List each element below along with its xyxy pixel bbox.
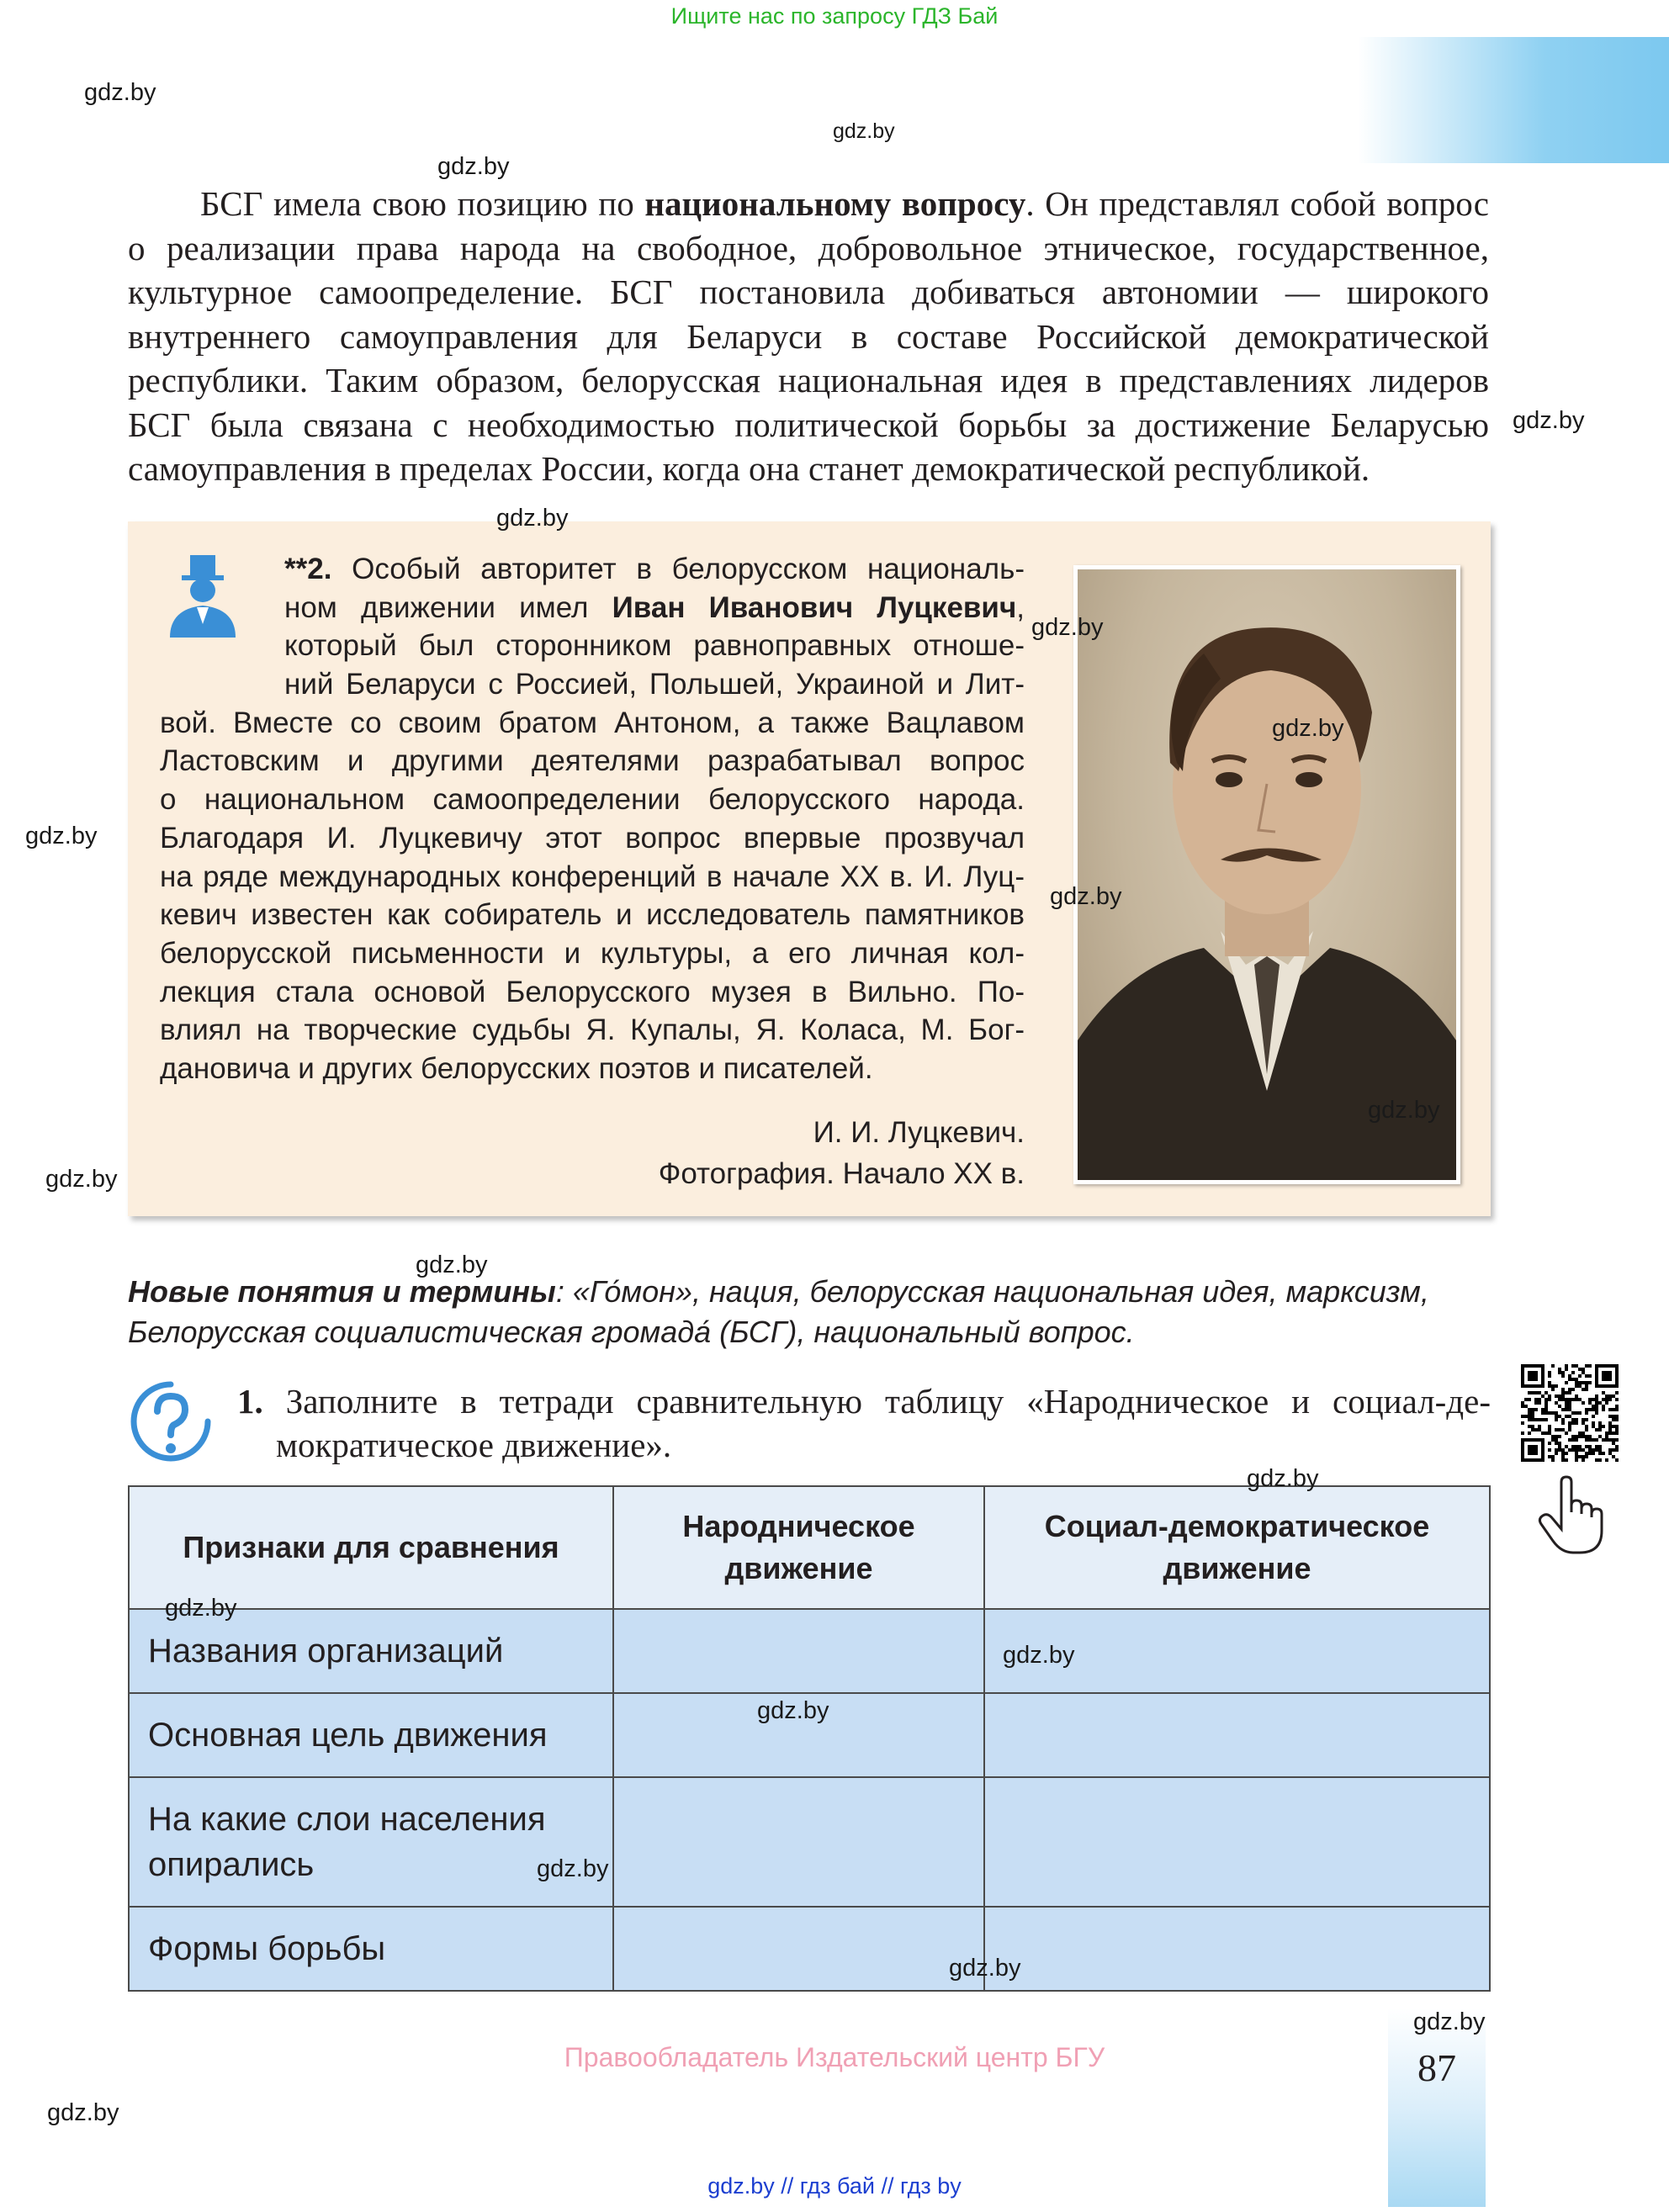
comparison-table	[128, 1485, 1491, 1992]
paragraph-line: культурное самоопределение. БСГ постановила добиваться автономии — широкого	[128, 273, 1489, 311]
watermark: gdz.by	[1513, 407, 1585, 434]
bottom-links[interactable]: gdz.by // гдз бай // гдз by	[707, 2173, 962, 2199]
biography-line: ний Беларуси с Россией, Польшей, Украиной и Лит-	[284, 668, 1025, 701]
paragraph-line: внутреннего самоуправления для Беларуси в составе Российской демократической	[128, 316, 1489, 356]
page-number: 87	[1417, 2046, 1456, 2089]
biography-line: на ряде международных конференций в начале XX в. И. Луц-	[160, 860, 1025, 893]
table-cell	[984, 1693, 1490, 1777]
table-row	[129, 1777, 1490, 1907]
question-icon	[128, 1379, 214, 1465]
table-header: Признаки для сравнения	[129, 1486, 613, 1609]
biography-line: вой. Вместе со своим братом Антоном, а также Вацлавом	[160, 706, 1025, 739]
table-cell	[984, 1907, 1490, 1991]
table-row	[129, 1609, 1490, 1693]
biography-line: **2. Особый авторитет в белорусском националь-	[284, 553, 1025, 585]
biography-line: ном движении имел Иван Иванович Луцкевич,	[284, 590, 1025, 624]
pointing-hand-icon	[1536, 1475, 1608, 1556]
watermark: gdz.by	[437, 153, 510, 180]
watermark: gdz.by	[537, 1855, 609, 1882]
terms-line: Новые понятия и термины: «Го́мон», нация, белорусская национальная идея, марксизм,	[128, 1274, 1429, 1309]
watermark: gdz.by	[1003, 1642, 1075, 1669]
watermark: gdz.by	[1368, 1097, 1440, 1124]
copyright-footer: Правообладатель Издательский центр БГУ	[564, 2042, 1105, 2072]
watermark: gdz.by	[47, 2099, 119, 2126]
paragraph-line: БСГ была связана с необходимостью политической борьбы за достижение Беларусью	[128, 405, 1489, 444]
biography-line: белорусской письменности и культуры, а его личная кол-	[160, 936, 1025, 970]
biography-line: о национальном самоопределении белорусского народа.	[160, 783, 1025, 817]
biography-line: лекция стала основой Белорусского музея в Вильно. По-	[160, 975, 1025, 1008]
question-line: мократическое движение».	[276, 1426, 672, 1464]
biography-line: кевич известен как собиратель и исследователь памятников	[160, 898, 1025, 932]
photo-caption	[505, 1112, 1025, 1194]
table-row-label: На какие слои населения опирались	[129, 1777, 613, 1907]
paragraph-line: республики. Таким образом, белорусская национальная идея в представлениях лидеров	[128, 361, 1489, 400]
question-number: 1.	[237, 1382, 263, 1421]
biography-line: дановича и других белорусских поэтов и писателей.	[160, 1051, 873, 1085]
table-header-row	[129, 1486, 1490, 1609]
table-header: Народническое движение	[613, 1486, 984, 1609]
biography-line: который был сторонником равноправных отноше-	[284, 629, 1025, 663]
watermark: gdz.by	[84, 79, 156, 106]
biography-line: влиял на творческие судьбы Я. Купалы, Я. Коласа, М. Бог-	[160, 1013, 1025, 1047]
main-paragraph	[128, 182, 1489, 491]
watermark: gdz.by	[45, 1166, 118, 1193]
table-header: Социал-демократическое движение	[984, 1486, 1490, 1609]
watermark: gdz.by	[416, 1252, 488, 1278]
watermark: gdz.by	[1272, 715, 1344, 742]
top-banner: Ищите нас по запросу ГДЗ Бай	[670, 3, 999, 29]
caption-description: Фотография. Начало XX в.	[658, 1157, 1025, 1190]
biography-line: Благодаря И. Луцкевичу этот вопрос впервые прозвучал	[160, 821, 1025, 855]
watermark: gdz.by	[1413, 2008, 1486, 2035]
section-marker: **2.	[284, 553, 332, 585]
table-row-label: Основная цель движения	[129, 1693, 613, 1777]
table-row	[129, 1907, 1490, 1991]
new-terms	[128, 1272, 1489, 1352]
question-line: 1. Заполните в тетради сравнительную таблицу «Народническое и социал-де-	[237, 1382, 1492, 1421]
watermark: gdz.by	[25, 823, 98, 849]
paragraph-line: о реализации права народа на свободное, добровольное этническое, государственное,	[128, 228, 1489, 267]
table-row-label: Формы борьбы	[129, 1907, 613, 1991]
watermark: gdz.by	[496, 505, 569, 532]
portrait-illustration	[1078, 569, 1456, 1180]
paragraph-line: БСГ имела свою позицию по национальному вопросу. Он представлял собой вопрос	[200, 184, 1489, 223]
corner-gradient-decoration	[1358, 37, 1669, 163]
watermark: gdz.by	[757, 1697, 829, 1724]
watermark: gdz.by	[1050, 883, 1122, 910]
watermark: gdz.by	[1247, 1465, 1319, 1492]
watermark: gdz.by	[1031, 614, 1104, 641]
question-text	[237, 1379, 1491, 1467]
paragraph-line: самоуправления в пределах России, когда она станет демократической республикой.	[128, 449, 1370, 488]
qr-code-icon[interactable]	[1521, 1364, 1619, 1462]
table-cell	[984, 1777, 1490, 1907]
terms-label: Новые понятия и термины	[128, 1274, 556, 1309]
table-cell	[613, 1777, 984, 1907]
table-cell	[613, 1609, 984, 1693]
caption-name: И. И. Луцкевич.	[813, 1116, 1025, 1149]
watermark: gdz.by	[165, 1595, 237, 1622]
watermark: gdz.by	[949, 1955, 1021, 1982]
portrait-photo	[1073, 565, 1460, 1184]
table-row-label: Названия организаций	[129, 1609, 613, 1693]
terms-line: Белорусская социалистическая громада́ (БСГ), национальный вопрос.	[128, 1315, 1135, 1349]
table-cell	[613, 1907, 984, 1991]
biography-text	[160, 550, 1025, 1088]
watermark: gdz.by	[833, 119, 895, 143]
biography-line: Ластовским и другими деятелями разрабатывал вопрос	[160, 744, 1025, 778]
